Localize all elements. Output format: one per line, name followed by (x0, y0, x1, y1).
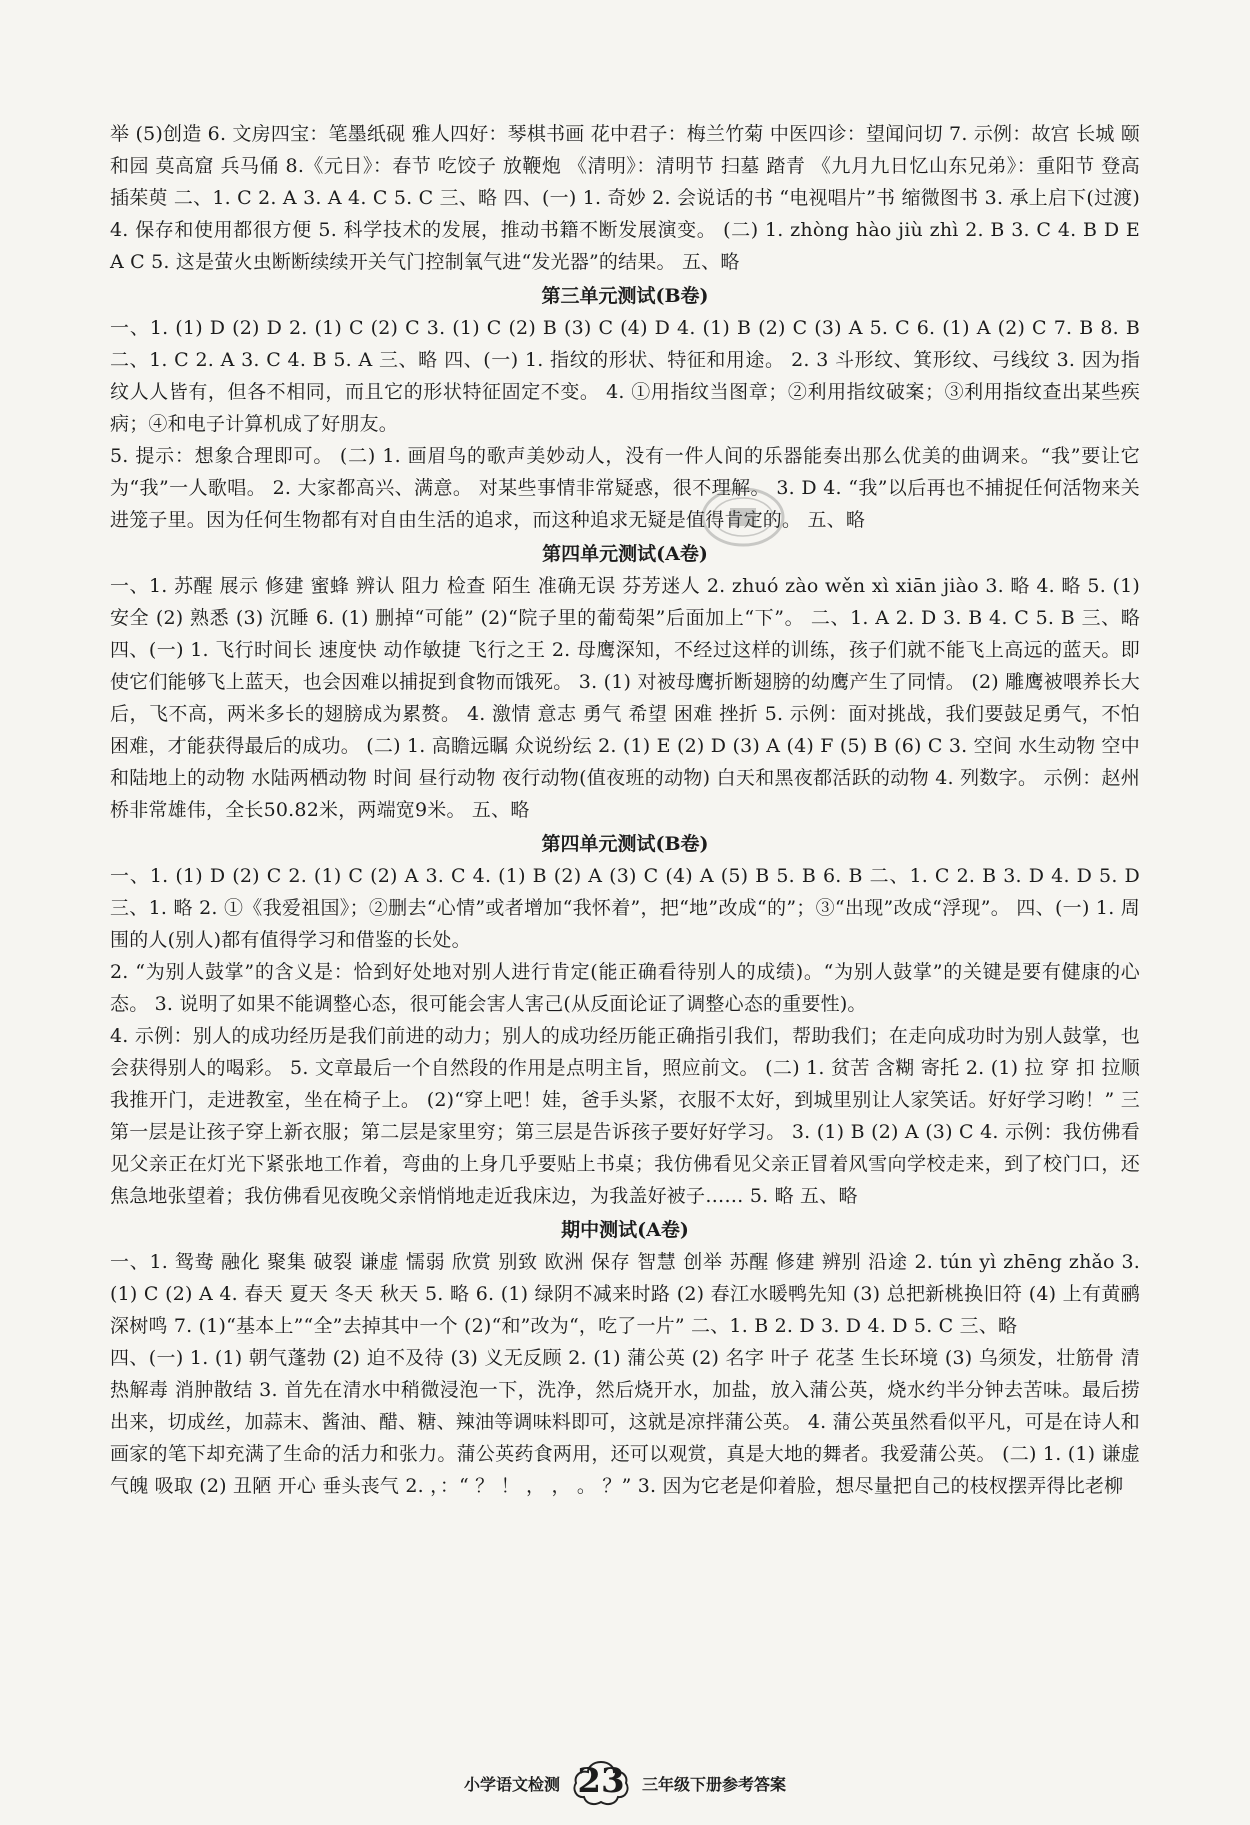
footer-section-title: 三年级下册参考答案 (642, 1774, 787, 1794)
section-heading-unit4-a: 第四单元测试(A卷) (542, 543, 708, 565)
unit3-b-paragraph-1: 一、1. (1) D (2) D 2. (1) C (2) C 3. (1) C (2) B (3) C (4) D 4. (1) B (2) C (3) A 5. C 6. (1) A (2) C 7. B 8. B 二、1. C 2. A 3. C 4. B 5. A 三、略 四、(一) 1. 指纹的形状、特征和用途。 2. 3 斗形纹、箕形纹、弓线纹 3. 因为指纹人人皆有，但各不相同，而且它的形状特征固定不变。 4. ①用指纹当图章；②利用指纹破案；③利用指纹查出某些疾病；④和电子计算机成了好朋友。 (110, 317, 1140, 435)
intro-paragraph: 举 (5)创造 6. 文房四宝：笔墨纸砚 雅人四好：琴棋书画 花中君子：梅兰竹菊 中医四诊：望闻问切 7. 示例：故宫 长城 颐和园 莫高窟 兵马俑 8.《元日》：春节 吃饺子 放鞭炮 《清明》：清明节 扫墓 踏青 《九月九日忆山东兄弟》：重阳节 登高 插茱萸 二、1. C 2. A 3. A 4. C 5. C 三、略 四、(一) 1. 奇妙 2. 会说话的书 “电视唱片”书 缩微图书 3. 承上启下(过渡) 4. 保存和使用都很方便 5. 科学技术的发展，推动书籍不断发展演变。 (二) 1. zhòng hào jiù zhì 2. B 3. C 4. B D E A C 5. 这是萤火虫断断续续开关气门控制氧气进“发光器”的结果。 五、略 (110, 123, 1140, 273)
unit4-b-paragraph-3: 4. 示例：别人的成功经历是我们前进的动力；别人的成功经历能正确指引我们，帮助我们；在走向成功时为别人鼓掌，也会获得别人的喝彩。 5. 文章最后一个自然段的作用是点明主旨，照应前文。 (二) 1. 贫苦 含糊 寄托 2. (1) 拉 穿 扣 拉顺 我推开门，走进教室，坐在椅子上。 (2)“穿上吧！娃，爸手头紧，衣服不太好，到城里别让人家笑话。好好学习哟！” 三 第一层是让孩子穿上新衣服；第二层是家里穷；第三层是告诉孩子要好好学习。 3. (1) B (2) A (3) C 4. 示例：我仿佛看见父亲正在灯光下紧张地工作着，弯曲的上身几乎要贴上书桌；我仿佛看见父亲正冒着风雪向学校走来，到了校门口，还焦急地张望着；我仿佛看见夜晚父亲悄悄地走近我床边，为我盖好被子…… 5. 略 五、略 (110, 1025, 1140, 1207)
section-heading-midterm-a: 期中测试(A卷) (561, 1219, 689, 1241)
page-number: 23 (577, 1761, 625, 1801)
unit4-a-paragraph-1: 一、1. 苏醒 展示 修建 蜜蜂 辨认 阻力 检查 陌生 准确无误 芬芳迷人 2. zhuó zào wěn xì xiān jiào 3. 略 4. 略 5. (1) 安全 (2) 熟悉 (3) 沉睡 6. (1) 删掉“可能” (2)“院子里的葡萄架”后面加上“下”。 二、1. A 2. D 3. B 4. C 5. B 三、略 四、(一) 1. 飞行时间长 速度快 动作敏捷 飞行之王 2. 母鹰深知，不经过这样的训练，孩子们就不能飞上高远的蓝天。即使它们能够飞上蓝天，也会因难以捕捉到食物而饿死。 3. (1) 对被母鹰折断翅膀的幼鹰产生了同情。 (2) 雕鹰被喂养长大后，飞不高，两米多长的翅膀成为累赘。 4. 激情 意志 勇气 希望 困难 挫折 5. 示例：面对挑战，我们要鼓足勇气，不怕困难，才能获得最后的成功。 (二) 1. 高瞻远瞩 众说纷纭 2. (1) E (2) D (3) A (4) F (5) B (6) C 3. 空间 水生动物 空中和陆地上的动物 水陆两栖动物 时间 昼行动物 夜行动物(值夜班的动物) 白天和黑夜都活跃的动物 4. 列数字。 示例：赵州桥非常雄伟，全长50.82米，两端宽9米。 五、略 (110, 575, 1140, 821)
unit4-b-paragraph-1: 一、1. (1) D (2) C 2. (1) C (2) A 3. C 4. (1) B (2) A (3) C (4) A (5) B 5. B 6. B 二、1. C 2. B 3. D 4. D 5. D 三、1. 略 2. ①《我爱祖国》；②删去“心情”或者增加“我怀着”，把“地”改成“的”；③“出现”改成“浮现”。 四、(一) 1. 周围的人(别人)都有值得学习和借鉴的长处。 (110, 865, 1140, 951)
unit4-b-paragraph-2: 2. “为别人鼓掌”的含义是：恰到好处地对别人进行肯定(能正确看待别人的成绩)。“为别人鼓掌”的关键是要有健康的心态。 3. 说明了如果不能调整心态，很可能会害人害己(从反面论证了调整心态的重要性)。 (110, 961, 1140, 1015)
midterm-a-paragraph-2: 四、(一) 1. (1) 朝气蓬勃 (2) 迫不及待 (3) 义无反顾 2. (1) 蒲公英 (2) 名字 叶子 花茎 生长环境 (3) 乌须发，壮筋骨 清热解毒 消肿散结 3. 首先在清水中稍微浸泡一下，洗净，然后烧开水，加盐，放入蒲公英，烧水约半分钟去苦味。最后捞出来，切成丝，加蒜末、酱油、醋、糖、辣油等调味料即可，这就是凉拌蒲公英。 4. 蒲公英虽然看似平凡，可是在诗人和画家的笔下却充满了生命的活力和张力。蒲公英药食两用，还可以观赏，真是大地的舞者。我爱蒲公英。 (二) 1. (1) 谦虚 气魄 吸取 (2) 丑陋 开心 垂头丧气 2. ，：“ ？ ！ ， ， 。 ？” 3. 因为它老是仰着脸，想尽量把自己的枝杈摆弄得比老柳 (110, 1347, 1140, 1497)
answer-content (110, 118, 1140, 1502)
section-heading-unit3-b: 第三单元测试(B卷) (541, 285, 709, 307)
footer-book-title: 小学语文检测 (463, 1774, 560, 1794)
unit3-b-paragraph-2: 5. 提示：想象合理即可。 (二) 1. 画眉鸟的歌声美妙动人，没有一件人间的乐器能奏出那么优美的曲调来。“我”要让它为“我”一人歌唱。 2. 大家都高兴、满意。 对某些事情非常疑惑，很不理解。 3. D 4. “我”以后再也不捕捉任何活物来关进笼子里。因为任何生物都有对自由生活的追求，而这种追求无疑是值得肯定的。 五、略 (110, 445, 1140, 531)
page-number-badge (570, 1758, 632, 1808)
midterm-a-paragraph-1: 一、1. 鸳鸯 融化 聚集 破裂 谦虚 懦弱 欣赏 别致 欧洲 保存 智慧 创举 苏醒 修建 辨别 沿途 2. tún yì zhēng zhǎo 3. (1) C (2) A 4. 春天 夏天 冬天 秋天 5. 略 6. (1) 绿阴不减来时路 (2) 春江水暖鸭先知 (3) 总把新桃换旧符 (4) 上有黄鹂深树鸣 7. (1)“基本上”“全”去掉其中一个 (2)“和”改为“，吃了一片” 二、1. B 2. D 3. D 4. D 5. C 三、略 (110, 1251, 1140, 1337)
stamp-seal (700, 486, 786, 548)
section-heading-unit4-b: 第四单元测试(B卷) (541, 833, 709, 855)
page-footer (0, 1758, 1250, 1808)
